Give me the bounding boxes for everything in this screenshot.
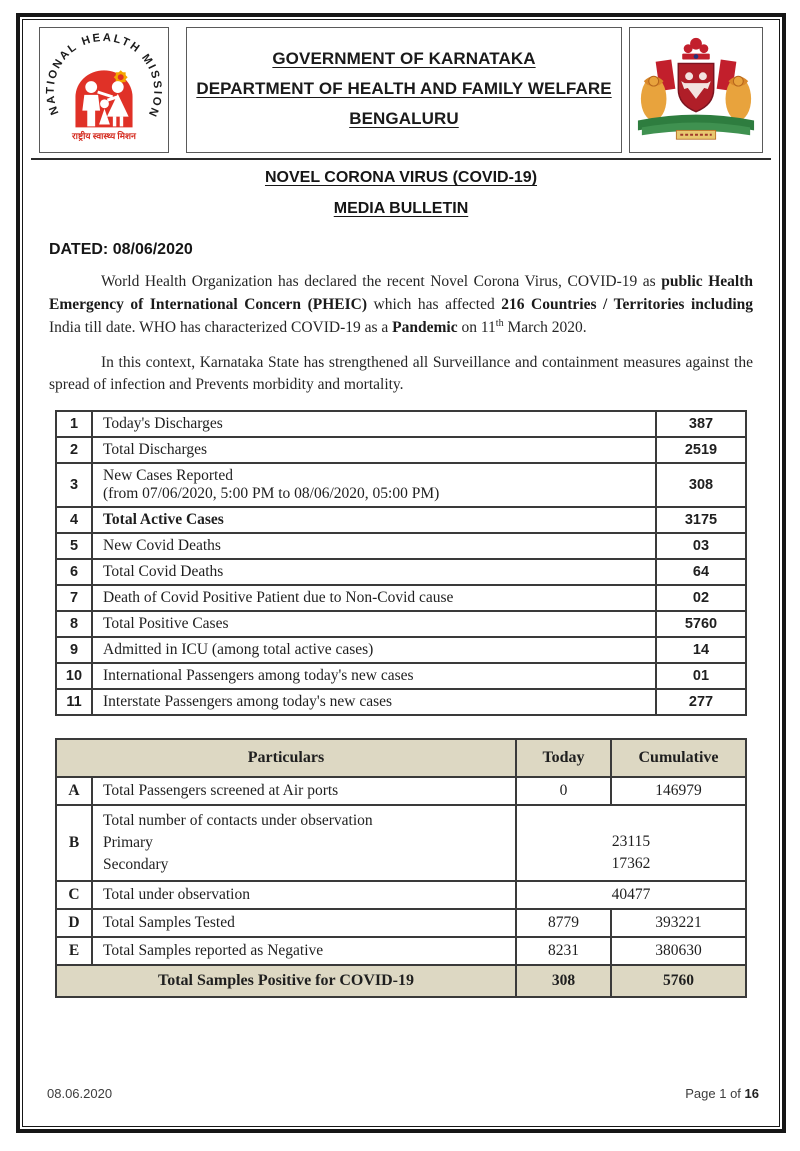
row-value: 387 xyxy=(656,411,746,437)
row-number: 1 xyxy=(56,411,92,437)
row-label: Total Samples Tested xyxy=(92,909,516,937)
row-letter: A xyxy=(56,777,92,805)
row-value: 02 xyxy=(656,585,746,611)
secondary-contacts-value: 17362 xyxy=(611,855,651,873)
paragraph-text: World Health Organization has declared the recent Novel Corona Virus, COVID-19 as xyxy=(101,273,662,290)
column-header-cumulative: Cumulative xyxy=(611,739,746,777)
karnataka-emblem xyxy=(629,27,763,153)
row-label-line1: New Cases Reported xyxy=(103,467,233,485)
karnataka-emblem-icon xyxy=(630,28,762,152)
table-row xyxy=(56,437,746,463)
row-merged-value: 40477 xyxy=(516,881,746,909)
row-number: 4 xyxy=(56,507,92,533)
bulletin-subtitle: MEDIA BULLETIN xyxy=(333,200,469,217)
row-letter: C xyxy=(56,881,92,909)
row-number: 7 xyxy=(56,585,92,611)
row-merged-values xyxy=(516,805,746,881)
row-cumulative-value: 393221 xyxy=(611,909,746,937)
row-number: 8 xyxy=(56,611,92,637)
row-label: Death of Covid Positive Patient due to Non-Covid cause xyxy=(92,585,656,611)
footer-page-label: Page 1 of xyxy=(685,1086,745,1101)
intro-paragraph xyxy=(49,271,753,340)
paragraph-bold-text: 216 Countries / Territories including xyxy=(501,295,753,313)
footer-page-number xyxy=(685,1086,759,1101)
org-line-government: GOVERNMENT OF KARNATAKA xyxy=(272,49,536,68)
table-header-row xyxy=(56,739,746,777)
row-today-value: 0 xyxy=(516,777,611,805)
table-row xyxy=(56,777,746,805)
row-today-value: 8231 xyxy=(516,937,611,965)
particulars-table xyxy=(55,738,747,998)
nhm-logo xyxy=(39,27,169,153)
row-value: 01 xyxy=(656,663,746,689)
row-label xyxy=(92,805,516,881)
page-footer xyxy=(47,1086,759,1101)
paragraph-text: on 11 xyxy=(457,318,496,336)
row-label-line2: Primary xyxy=(102,834,153,852)
document-header xyxy=(39,27,763,153)
org-title-block xyxy=(186,27,622,153)
row-cumulative-value: 380630 xyxy=(611,937,746,965)
paragraph-text: March 2020. xyxy=(503,318,587,336)
column-header-particulars: Particulars xyxy=(56,739,516,777)
context-paragraph xyxy=(49,352,753,398)
row-value: 308 xyxy=(656,463,746,507)
row-label: Interstate Passengers among today's new cases xyxy=(92,689,656,715)
row-letter: B xyxy=(56,805,92,881)
daily-summary-table xyxy=(55,410,747,716)
row-label: International Passengers among today's new cases xyxy=(92,663,656,689)
row-label: Total Active Cases xyxy=(92,507,656,533)
row-number: 5 xyxy=(56,533,92,559)
paragraph-text: which has affected xyxy=(366,295,502,313)
table-row xyxy=(56,805,746,881)
row-value: 5760 xyxy=(656,611,746,637)
table-row xyxy=(56,689,746,715)
nhm-logo-icon xyxy=(40,28,168,152)
total-today-value: 308 xyxy=(516,965,611,997)
table-row xyxy=(56,937,746,965)
bottom-spacer xyxy=(37,998,765,1086)
paragraph-bold-text: Pandemic xyxy=(392,318,458,336)
row-label-line2: (from 07/06/2020, 5:00 PM to 08/06/2020, 05:00 PM) xyxy=(103,485,440,503)
table-total-row xyxy=(56,965,746,997)
row-number: 9 xyxy=(56,637,92,663)
row-label: Total under observation xyxy=(92,881,516,909)
row-label-line1: Total number of contacts under observation xyxy=(102,812,373,830)
dated-label: DATED: 08/06/2020 xyxy=(49,241,193,258)
total-cumulative-value: 5760 xyxy=(611,965,746,997)
row-today-value: 8779 xyxy=(516,909,611,937)
row-label-line3: Secondary xyxy=(102,856,169,874)
table-row xyxy=(56,909,746,937)
footer-page-total: 16 xyxy=(744,1086,759,1101)
footer-date: 08.06.2020 xyxy=(47,1086,113,1101)
row-label: Total Samples reported as Negative xyxy=(92,937,516,965)
header-divider xyxy=(31,158,771,160)
org-line-city: BENGALURU xyxy=(349,109,459,128)
nhm-hindi-text: राष्ट्रीय स्वास्थ्य मिशन xyxy=(72,131,136,142)
table-row xyxy=(56,611,746,637)
table-row xyxy=(56,559,746,585)
table-row xyxy=(56,507,746,533)
row-cumulative-value: 146979 xyxy=(611,777,746,805)
row-label: Total Passengers screened at Air ports xyxy=(92,777,516,805)
document-title-block xyxy=(37,169,765,231)
row-value: 64 xyxy=(656,559,746,585)
table-row xyxy=(56,463,746,507)
table-row xyxy=(56,637,746,663)
page-border-frame xyxy=(16,13,786,1133)
table-row xyxy=(56,411,746,437)
paragraph-text: In this context, Karnataka State has strengthened all Surveillance and containment measures against the spread of infection and Prevents morbidity and mortality. xyxy=(49,353,753,394)
table-row xyxy=(56,663,746,689)
row-value: 3175 xyxy=(656,507,746,533)
page-content-area xyxy=(22,19,780,1127)
nhm-circle-text: NATIONAL HEALTH MISSION xyxy=(44,31,164,120)
row-label: Total Discharges xyxy=(92,437,656,463)
row-letter: E xyxy=(56,937,92,965)
org-line-department: DEPARTMENT OF HEALTH AND FAMILY WELFARE xyxy=(196,79,612,98)
row-number: 3 xyxy=(56,463,92,507)
table-row xyxy=(56,533,746,559)
total-row-label: Total Samples Positive for COVID-19 xyxy=(56,965,516,997)
paragraph-text: India till date. WHO has characterized COVID-19 as a xyxy=(49,318,393,336)
row-number: 6 xyxy=(56,559,92,585)
row-label: Admitted in ICU (among total active cases) xyxy=(92,637,656,663)
row-value: 14 xyxy=(656,637,746,663)
row-label: Total Covid Deaths xyxy=(92,559,656,585)
row-value: 2519 xyxy=(656,437,746,463)
table-row xyxy=(56,881,746,909)
row-number: 10 xyxy=(56,663,92,689)
table-row xyxy=(56,585,746,611)
row-label: New Covid Deaths xyxy=(92,533,656,559)
row-number: 2 xyxy=(56,437,92,463)
row-letter: D xyxy=(56,909,92,937)
row-number: 11 xyxy=(56,689,92,715)
row-label: Today's Discharges xyxy=(92,411,656,437)
bulletin-title: NOVEL CORONA VIRUS (COVID-19) xyxy=(264,169,538,186)
row-value: 03 xyxy=(656,533,746,559)
row-label xyxy=(92,463,656,507)
column-header-today: Today xyxy=(516,739,611,777)
paragraph-bold-text: public Health Emergency of International Concern (PHEIC) xyxy=(49,273,753,313)
row-value: 277 xyxy=(656,689,746,715)
row-label: Total Positive Cases xyxy=(92,611,656,637)
superscript-text: th xyxy=(495,317,504,329)
primary-contacts-value: 23115 xyxy=(611,833,651,851)
